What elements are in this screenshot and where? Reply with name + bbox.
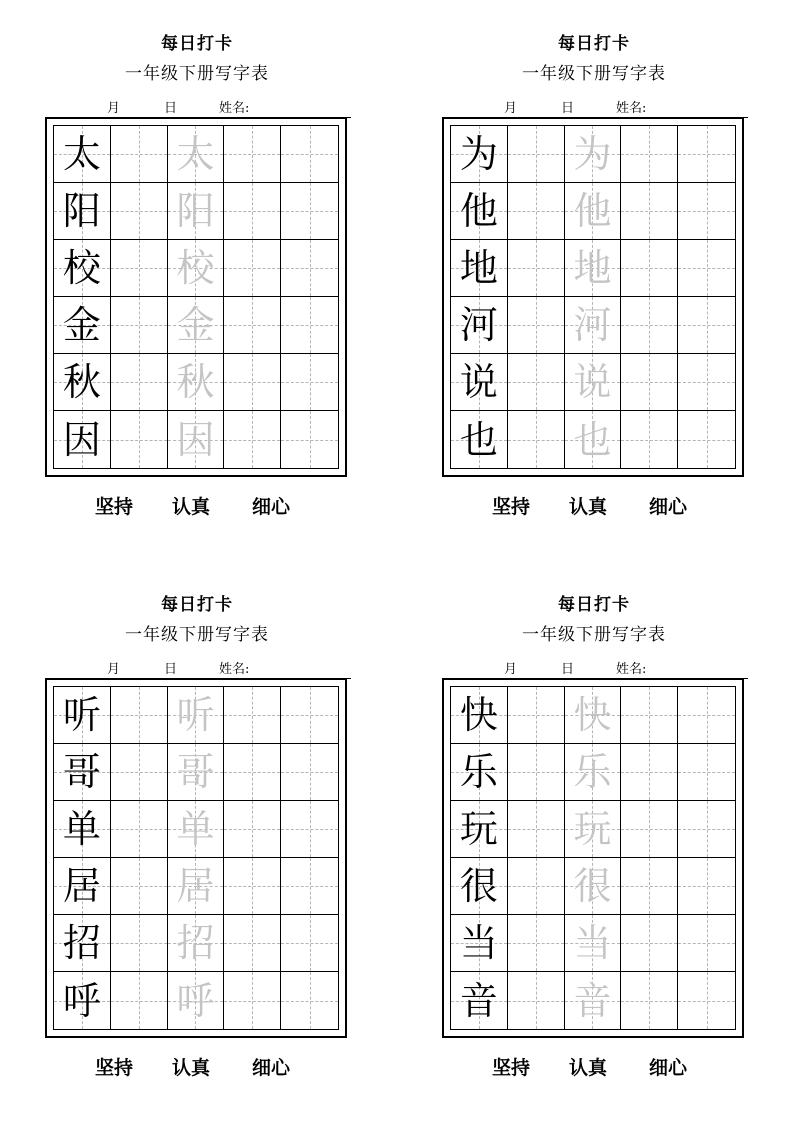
trace-character: 玩	[573, 807, 612, 851]
model-character-cell	[54, 687, 111, 744]
practice-cell[interactable]	[281, 744, 338, 801]
model-character-cell	[54, 297, 111, 354]
trace-character-cell	[565, 972, 622, 1029]
motto-word: 认真	[172, 1057, 211, 1079]
model-character-cell	[54, 126, 111, 183]
practice-sheet	[442, 34, 746, 518]
practice-cell[interactable]	[508, 297, 565, 354]
practice-cell[interactable]	[508, 354, 565, 411]
model-character-cell	[54, 183, 111, 240]
trace-character-cell	[565, 858, 622, 915]
practice-cell[interactable]	[111, 240, 168, 297]
model-character-cell	[451, 915, 508, 972]
model-character: 他	[459, 189, 498, 233]
sheet-title: 每日打卡	[558, 34, 630, 54]
practice-cell[interactable]	[111, 915, 168, 972]
trace-character: 当	[573, 921, 612, 965]
practice-cell[interactable]	[224, 744, 281, 801]
model-character-cell	[451, 744, 508, 801]
day-label: 日	[164, 662, 178, 677]
name-label: 姓名:	[219, 101, 250, 116]
model-character-cell	[54, 858, 111, 915]
practice-cell[interactable]	[111, 744, 168, 801]
practice-cell[interactable]	[621, 858, 678, 915]
name-label: 姓名:	[616, 662, 647, 677]
model-character-cell	[451, 240, 508, 297]
model-character-cell	[451, 801, 508, 858]
model-character: 为	[459, 132, 498, 176]
practice-cell[interactable]	[111, 354, 168, 411]
practice-cell[interactable]	[281, 183, 338, 240]
model-character: 哥	[62, 750, 101, 794]
model-character: 很	[459, 864, 498, 908]
model-character-cell	[451, 183, 508, 240]
model-character-cell	[451, 126, 508, 183]
month-label: 月	[107, 662, 121, 677]
trace-character-cell	[168, 687, 225, 744]
practice-cell[interactable]	[621, 687, 678, 744]
model-character-cell	[451, 297, 508, 354]
practice-cell[interactable]	[224, 915, 281, 972]
practice-cell[interactable]	[281, 240, 338, 297]
trace-character-cell	[565, 354, 622, 411]
model-character-cell	[451, 858, 508, 915]
trace-character-cell	[565, 744, 622, 801]
model-character-cell	[54, 744, 111, 801]
month-label: 月	[504, 101, 518, 116]
practice-cell[interactable]	[224, 972, 281, 1029]
practice-cell[interactable]	[508, 126, 565, 183]
practice-cell[interactable]	[508, 801, 565, 858]
model-character-cell	[54, 972, 111, 1029]
model-character: 阳	[62, 189, 101, 233]
trace-character-cell	[565, 411, 622, 468]
day-label: 日	[561, 101, 575, 116]
practice-cell[interactable]	[224, 297, 281, 354]
trace-character-cell	[565, 801, 622, 858]
writing-grid	[53, 686, 339, 1030]
practice-cell[interactable]	[508, 972, 565, 1029]
trace-character: 听	[176, 693, 215, 737]
trace-character-cell	[168, 858, 225, 915]
model-character: 呼	[62, 978, 101, 1023]
practice-cell[interactable]	[111, 972, 168, 1029]
trace-character-cell	[168, 183, 225, 240]
model-character: 招	[62, 921, 101, 965]
practice-cell[interactable]	[621, 411, 678, 468]
model-character: 地	[459, 246, 498, 290]
practice-cell[interactable]	[678, 801, 735, 858]
model-character-cell	[54, 354, 111, 411]
practice-cell[interactable]	[621, 297, 678, 354]
model-character: 玩	[459, 807, 498, 851]
motto-word: 认真	[569, 1057, 608, 1079]
practice-cell[interactable]	[621, 915, 678, 972]
practice-cell[interactable]	[281, 126, 338, 183]
practice-cell[interactable]	[111, 801, 168, 858]
practice-cell[interactable]	[508, 858, 565, 915]
practice-cell[interactable]	[111, 687, 168, 744]
model-character: 也	[459, 417, 498, 462]
trace-character: 招	[176, 921, 215, 965]
trace-character-cell	[565, 297, 622, 354]
trace-character: 地	[573, 246, 612, 290]
model-character: 说	[459, 360, 498, 404]
model-character: 听	[62, 693, 101, 737]
practice-cell[interactable]	[508, 687, 565, 744]
model-character: 秋	[62, 360, 101, 404]
trace-character-cell	[565, 183, 622, 240]
practice-cell[interactable]	[678, 240, 735, 297]
month-label: 月	[107, 101, 121, 116]
practice-cell[interactable]	[678, 183, 735, 240]
trace-character: 因	[176, 417, 215, 462]
sheet-subtitle: 一年级下册写字表	[522, 64, 666, 84]
practice-cell[interactable]	[508, 183, 565, 240]
trace-character: 河	[573, 303, 612, 347]
practice-cell[interactable]	[224, 183, 281, 240]
practice-sheet	[45, 34, 349, 518]
trace-character: 他	[573, 189, 612, 233]
writing-grid-frame	[442, 117, 744, 477]
practice-cell[interactable]	[224, 240, 281, 297]
sheet-title: 每日打卡	[161, 595, 233, 615]
practice-cell[interactable]	[224, 126, 281, 183]
trace-character: 金	[176, 303, 215, 347]
practice-cell[interactable]	[111, 297, 168, 354]
motto-word: 坚持	[492, 1057, 531, 1079]
model-character: 金	[62, 303, 101, 347]
practice-sheet	[442, 595, 746, 1079]
day-label: 日	[561, 662, 575, 677]
trace-character-cell	[168, 915, 225, 972]
practice-cell[interactable]	[281, 687, 338, 744]
practice-cell[interactable]	[224, 687, 281, 744]
practice-cell[interactable]	[678, 972, 735, 1029]
practice-cell[interactable]	[281, 297, 338, 354]
trace-character: 音	[573, 978, 612, 1023]
motto-word: 坚持	[95, 1057, 134, 1079]
model-character-cell	[451, 972, 508, 1029]
practice-cell[interactable]	[621, 801, 678, 858]
trace-character-cell	[168, 744, 225, 801]
practice-cell[interactable]	[281, 915, 338, 972]
trace-character: 校	[176, 246, 215, 290]
model-character: 因	[62, 417, 101, 462]
practice-cell[interactable]	[111, 126, 168, 183]
practice-cell[interactable]	[678, 411, 735, 468]
model-character: 音	[459, 978, 498, 1023]
trace-character-cell	[565, 915, 622, 972]
practice-cell[interactable]	[224, 858, 281, 915]
trace-character: 居	[176, 864, 215, 908]
practice-cell[interactable]	[678, 744, 735, 801]
sheet-title: 每日打卡	[161, 34, 233, 54]
model-character-cell	[54, 801, 111, 858]
motto-word: 细心	[649, 496, 688, 518]
practice-cell[interactable]	[621, 354, 678, 411]
motto-word: 坚持	[95, 496, 134, 518]
trace-character-cell	[565, 126, 622, 183]
writing-grid-frame	[45, 117, 347, 477]
model-character: 河	[459, 303, 498, 347]
practice-cell[interactable]	[281, 411, 338, 468]
practice-cell[interactable]	[621, 240, 678, 297]
trace-character-cell	[168, 354, 225, 411]
trace-character: 单	[176, 807, 215, 851]
trace-character-cell	[168, 240, 225, 297]
day-label: 日	[164, 101, 178, 116]
writing-grid-frame	[45, 678, 347, 1038]
practice-cell[interactable]	[621, 183, 678, 240]
practice-cell[interactable]	[508, 915, 565, 972]
trace-character-cell	[168, 972, 225, 1029]
trace-character: 为	[573, 132, 612, 176]
trace-character: 太	[176, 132, 215, 176]
model-character: 太	[62, 132, 101, 176]
model-character-cell	[54, 240, 111, 297]
trace-character-cell	[168, 801, 225, 858]
trace-character: 很	[573, 864, 612, 908]
motto-word: 细心	[649, 1057, 688, 1079]
practice-cell[interactable]	[678, 354, 735, 411]
practice-cell[interactable]	[281, 801, 338, 858]
model-character-cell	[54, 915, 111, 972]
sheet-subtitle: 一年级下册写字表	[125, 64, 269, 84]
trace-character: 呼	[176, 978, 215, 1023]
writing-grid	[53, 125, 339, 469]
trace-character-cell	[168, 411, 225, 468]
practice-cell[interactable]	[678, 687, 735, 744]
practice-cell[interactable]	[224, 354, 281, 411]
trace-character-cell	[565, 687, 622, 744]
name-label: 姓名:	[219, 662, 250, 677]
practice-cell[interactable]	[281, 858, 338, 915]
practice-cell[interactable]	[224, 801, 281, 858]
trace-character: 秋	[176, 360, 215, 404]
practice-cell[interactable]	[111, 411, 168, 468]
practice-cell[interactable]	[224, 411, 281, 468]
practice-cell[interactable]	[508, 240, 565, 297]
practice-cell[interactable]	[111, 183, 168, 240]
practice-cell[interactable]	[621, 126, 678, 183]
month-label: 月	[504, 662, 518, 677]
model-character-cell	[451, 687, 508, 744]
model-character-cell	[451, 354, 508, 411]
model-character-cell	[54, 411, 111, 468]
motto-word: 认真	[172, 496, 211, 518]
practice-cell[interactable]	[678, 297, 735, 354]
writing-grid	[450, 125, 736, 469]
trace-character: 乐	[573, 750, 612, 794]
sheet-subtitle: 一年级下册写字表	[522, 625, 666, 645]
model-character: 当	[459, 921, 498, 965]
motto-word: 细心	[252, 496, 291, 518]
practice-cell[interactable]	[678, 858, 735, 915]
practice-cell[interactable]	[281, 354, 338, 411]
writing-grid-frame	[442, 678, 744, 1038]
practice-cell[interactable]	[281, 972, 338, 1029]
practice-cell[interactable]	[111, 858, 168, 915]
model-character: 乐	[459, 750, 498, 794]
trace-character: 也	[573, 417, 612, 462]
model-character: 快	[459, 693, 498, 737]
writing-grid	[450, 686, 736, 1030]
motto-word: 细心	[252, 1057, 291, 1079]
model-character: 居	[62, 864, 101, 908]
trace-character: 说	[573, 360, 612, 404]
practice-cell[interactable]	[678, 915, 735, 972]
practice-cell[interactable]	[621, 972, 678, 1029]
practice-cell[interactable]	[621, 744, 678, 801]
model-character: 校	[62, 246, 101, 290]
motto-word: 认真	[569, 496, 608, 518]
name-label: 姓名:	[616, 101, 647, 116]
practice-sheet	[45, 595, 349, 1079]
trace-character-cell	[168, 126, 225, 183]
sheet-subtitle: 一年级下册写字表	[125, 625, 269, 645]
model-character-cell	[451, 411, 508, 468]
trace-character-cell	[168, 297, 225, 354]
practice-cell[interactable]	[508, 744, 565, 801]
practice-cell[interactable]	[508, 411, 565, 468]
trace-character: 哥	[176, 750, 215, 794]
practice-cell[interactable]	[678, 126, 735, 183]
sheet-title: 每日打卡	[558, 595, 630, 615]
trace-character: 快	[573, 693, 612, 737]
motto-word: 坚持	[492, 496, 531, 518]
model-character: 单	[62, 807, 101, 851]
trace-character: 阳	[176, 189, 215, 233]
trace-character-cell	[565, 240, 622, 297]
